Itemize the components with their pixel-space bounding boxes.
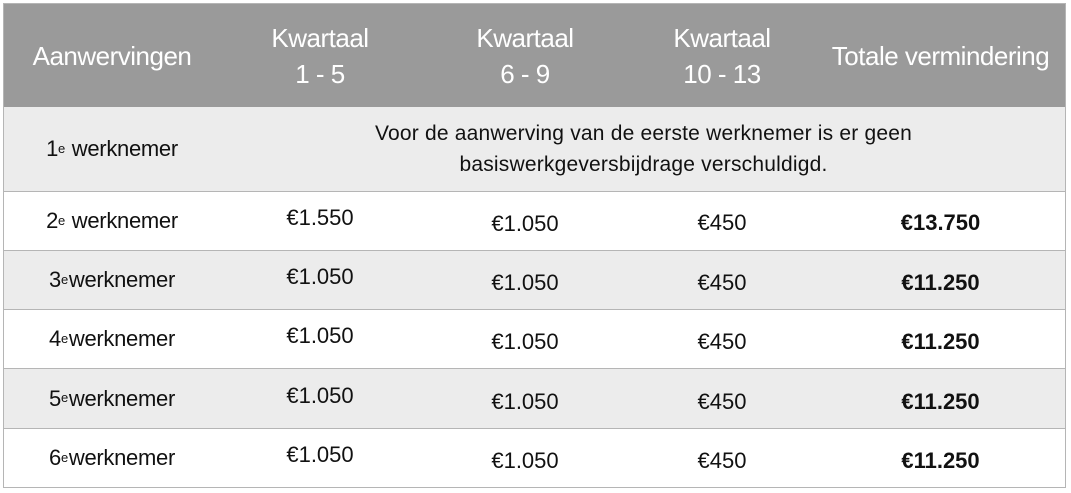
header-kwartaal-label: Kwartaal <box>673 22 771 53</box>
header-aanwervingen <box>4 4 220 107</box>
ordinal-suffix: e <box>58 140 65 156</box>
table-row-3 <box>4 250 1065 309</box>
note-line-2: basiswerkgeversbijdrage verschuldigd. <box>459 153 828 176</box>
note-line-1: Voor de aanwerving van de eerste werknemer is er geen <box>374 122 913 145</box>
row-label-text: werknemer <box>71 208 178 233</box>
row-number: 6 <box>49 445 61 470</box>
cell-q2-value: €1.050 <box>491 211 559 236</box>
cell-q1-value: €1.050 <box>286 264 354 289</box>
row-label-text: werknemer <box>68 445 175 470</box>
cell-q1-value: €1.050 <box>286 323 354 348</box>
cell-q3 <box>630 369 814 428</box>
cell-q2 <box>420 429 630 487</box>
header-total-label: Totale vermindering <box>831 40 1050 71</box>
reduction-table <box>3 3 1066 488</box>
cell-q3-value: €450 <box>697 210 747 235</box>
cell-total-value: €11.250 <box>901 388 980 414</box>
header-kwartaal-6-9 <box>420 4 630 107</box>
row-label-text: werknemer <box>68 267 175 292</box>
row-number: 2 <box>46 208 59 233</box>
cell-q2 <box>420 369 630 428</box>
cell-total-value: €13.750 <box>900 210 981 235</box>
ordinal-suffix: e <box>60 330 68 346</box>
table-header <box>4 4 1065 107</box>
table-row-2 <box>4 191 1065 250</box>
cell-q3 <box>630 251 814 309</box>
table-row-1 <box>4 107 1065 191</box>
cell-total <box>814 429 1067 487</box>
row-number: 5 <box>49 385 61 411</box>
cell-q1 <box>220 429 420 487</box>
header-totale-vermindering <box>814 4 1067 107</box>
cell-total <box>814 251 1067 309</box>
table-row-4 <box>4 309 1065 368</box>
cell-q2 <box>420 251 630 309</box>
cell-total <box>814 369 1067 428</box>
row-label <box>4 310 220 368</box>
cell-q1 <box>220 192 420 250</box>
cell-q2 <box>420 310 630 368</box>
cell-total-value: €11.250 <box>901 329 980 354</box>
row-number: 3 <box>49 267 61 292</box>
header-kwartaal-1-5 <box>220 4 420 107</box>
row-number: 4 <box>49 326 61 351</box>
first-employee-note <box>220 107 1067 191</box>
cell-q2-value: €1.050 <box>491 270 559 295</box>
row-label <box>4 369 220 428</box>
row-label <box>4 192 220 250</box>
header-range-label: 6 - 9 <box>500 58 550 89</box>
cell-q1-value: €1.050 <box>286 442 354 467</box>
row-label-text: werknemer <box>68 326 175 351</box>
cell-q1 <box>220 251 420 309</box>
cell-total-value: €11.250 <box>901 448 980 473</box>
cell-q1-value: €1.050 <box>286 382 354 408</box>
cell-q2-value: €1.050 <box>491 388 559 414</box>
row-label <box>4 429 220 487</box>
table-row-6 <box>4 428 1065 487</box>
cell-q3-value: €450 <box>697 388 747 414</box>
cell-total <box>814 192 1067 250</box>
cell-total-value: €11.250 <box>901 270 980 295</box>
header-range-label: 10 - 13 <box>683 58 761 89</box>
header-kwartaal-label: Kwartaal <box>476 22 574 53</box>
cell-q2 <box>420 192 630 250</box>
row-label-text: werknemer <box>68 385 175 411</box>
cell-q3-value: €450 <box>697 329 747 354</box>
row-number: 1 <box>46 136 59 161</box>
cell-q3 <box>630 310 814 368</box>
header-kwartaal-10-13 <box>630 4 814 107</box>
cell-q1-value: €1.550 <box>286 205 354 230</box>
cell-total <box>814 310 1067 368</box>
cell-q2-value: €1.050 <box>491 448 559 473</box>
cell-q3-value: €450 <box>697 448 747 473</box>
cell-q1 <box>220 310 420 368</box>
cell-q3-value: €450 <box>697 270 747 295</box>
cell-q2-value: €1.050 <box>491 329 559 354</box>
header-kwartaal-label: Kwartaal <box>271 22 369 53</box>
row-label <box>4 251 220 309</box>
cell-q3 <box>630 429 814 487</box>
header-range-label: 1 - 5 <box>295 58 345 89</box>
row-label-text: werknemer <box>71 136 178 161</box>
ordinal-suffix: e <box>58 212 65 228</box>
ordinal-suffix: e <box>60 271 68 287</box>
ordinal-suffix: e <box>60 390 68 405</box>
header-aanwervingen-label: Aanwervingen <box>32 40 192 71</box>
table-row-5 <box>4 368 1065 428</box>
row-label <box>4 107 220 191</box>
cell-q3 <box>630 192 814 250</box>
cell-q1 <box>220 369 420 428</box>
ordinal-suffix: e <box>60 449 68 465</box>
